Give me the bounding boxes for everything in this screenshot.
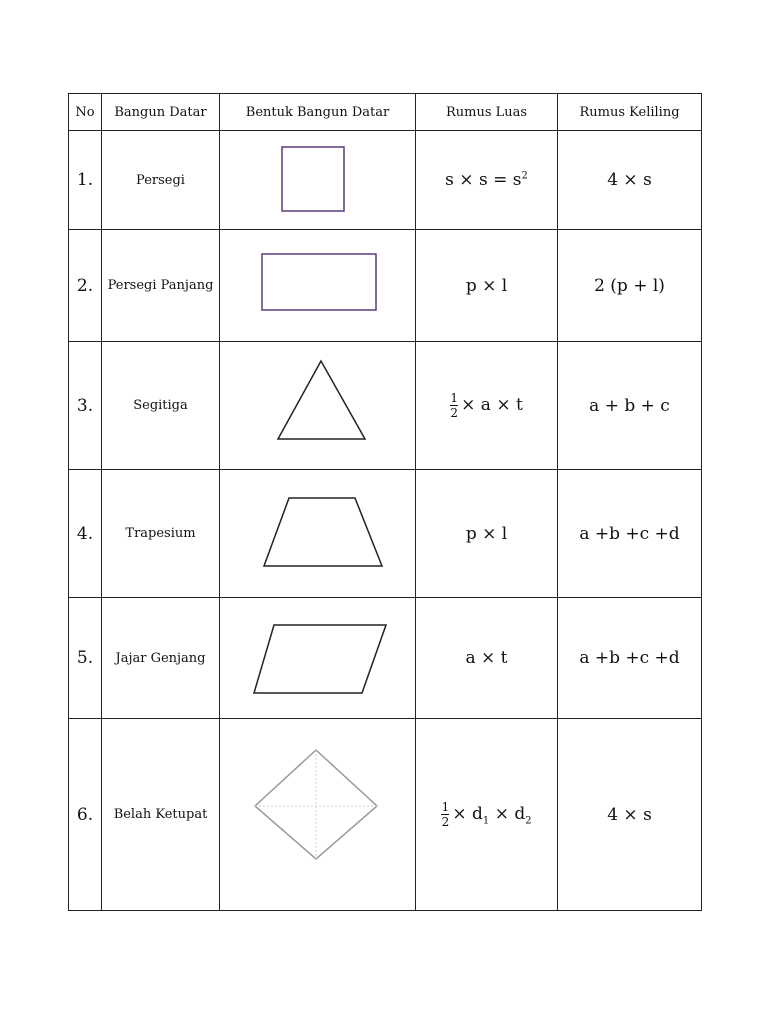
row-number: 1. bbox=[69, 131, 102, 230]
shape-name: Persegi bbox=[102, 131, 220, 230]
area-formula: p × l bbox=[416, 470, 558, 598]
table-row bbox=[69, 598, 702, 719]
shape-name: Belah Ketupat bbox=[102, 719, 220, 911]
table-row bbox=[69, 719, 702, 911]
row-number: 5. bbox=[69, 598, 102, 719]
row-number: 3. bbox=[69, 342, 102, 470]
table-row bbox=[69, 342, 702, 470]
row-number: 6. bbox=[69, 719, 102, 911]
square-shape-icon bbox=[220, 131, 416, 229]
shape-cell bbox=[220, 230, 416, 342]
area-formula: p × l bbox=[416, 230, 558, 342]
fraction-half: $\frac{1}{2}$ bbox=[450, 391, 458, 420]
formula-table bbox=[68, 93, 702, 911]
shape-name: Segitiga bbox=[102, 342, 220, 470]
triangle-shape-icon bbox=[220, 342, 416, 469]
row-number: 2. bbox=[69, 230, 102, 342]
header-area: Rumus Luas bbox=[416, 94, 558, 131]
perimeter-formula: 2 (p + l) bbox=[558, 230, 702, 342]
table-row bbox=[69, 230, 702, 342]
parallelogram-shape-icon bbox=[220, 598, 416, 718]
perimeter-formula: a + b + c bbox=[558, 342, 702, 470]
table-header-row bbox=[69, 94, 702, 131]
rectangle-shape-icon bbox=[220, 230, 416, 341]
perimeter-formula: a +b +c +d bbox=[558, 470, 702, 598]
trapezoid-shape-icon bbox=[220, 470, 416, 597]
shape-cell bbox=[220, 131, 416, 230]
area-formula: $s \times s = s^2$ bbox=[416, 131, 558, 230]
header-perimeter: Rumus Keliling bbox=[558, 94, 702, 131]
fraction-half: $\frac{1}{2}$ bbox=[441, 800, 450, 829]
shape-name: Jajar Genjang bbox=[102, 598, 220, 719]
rhombus-shape-icon bbox=[220, 719, 416, 910]
area-formula: $\frac{1}{2}$ × $d_1 \times d_2$ bbox=[416, 719, 558, 911]
shape-name: Persegi Panjang bbox=[102, 230, 220, 342]
header-name: Bangun Datar bbox=[102, 94, 220, 131]
area-formula: $\frac{1}{2}$ × a × t bbox=[416, 342, 558, 470]
shape-name: Trapesium bbox=[102, 470, 220, 598]
shape-cell bbox=[220, 719, 416, 911]
shape-cell bbox=[220, 342, 416, 470]
perimeter-formula: a +b +c +d bbox=[558, 598, 702, 719]
header-shape: Bentuk Bangun Datar bbox=[220, 94, 416, 131]
area-formula: a × t bbox=[416, 598, 558, 719]
shape-cell bbox=[220, 598, 416, 719]
header-no: No bbox=[69, 94, 102, 131]
perimeter-formula: 4 × s bbox=[558, 719, 702, 911]
table-row bbox=[69, 470, 702, 598]
row-number: 4. bbox=[69, 470, 102, 598]
table-row bbox=[69, 131, 702, 230]
perimeter-formula: 4 × s bbox=[558, 131, 702, 230]
shape-cell bbox=[220, 470, 416, 598]
